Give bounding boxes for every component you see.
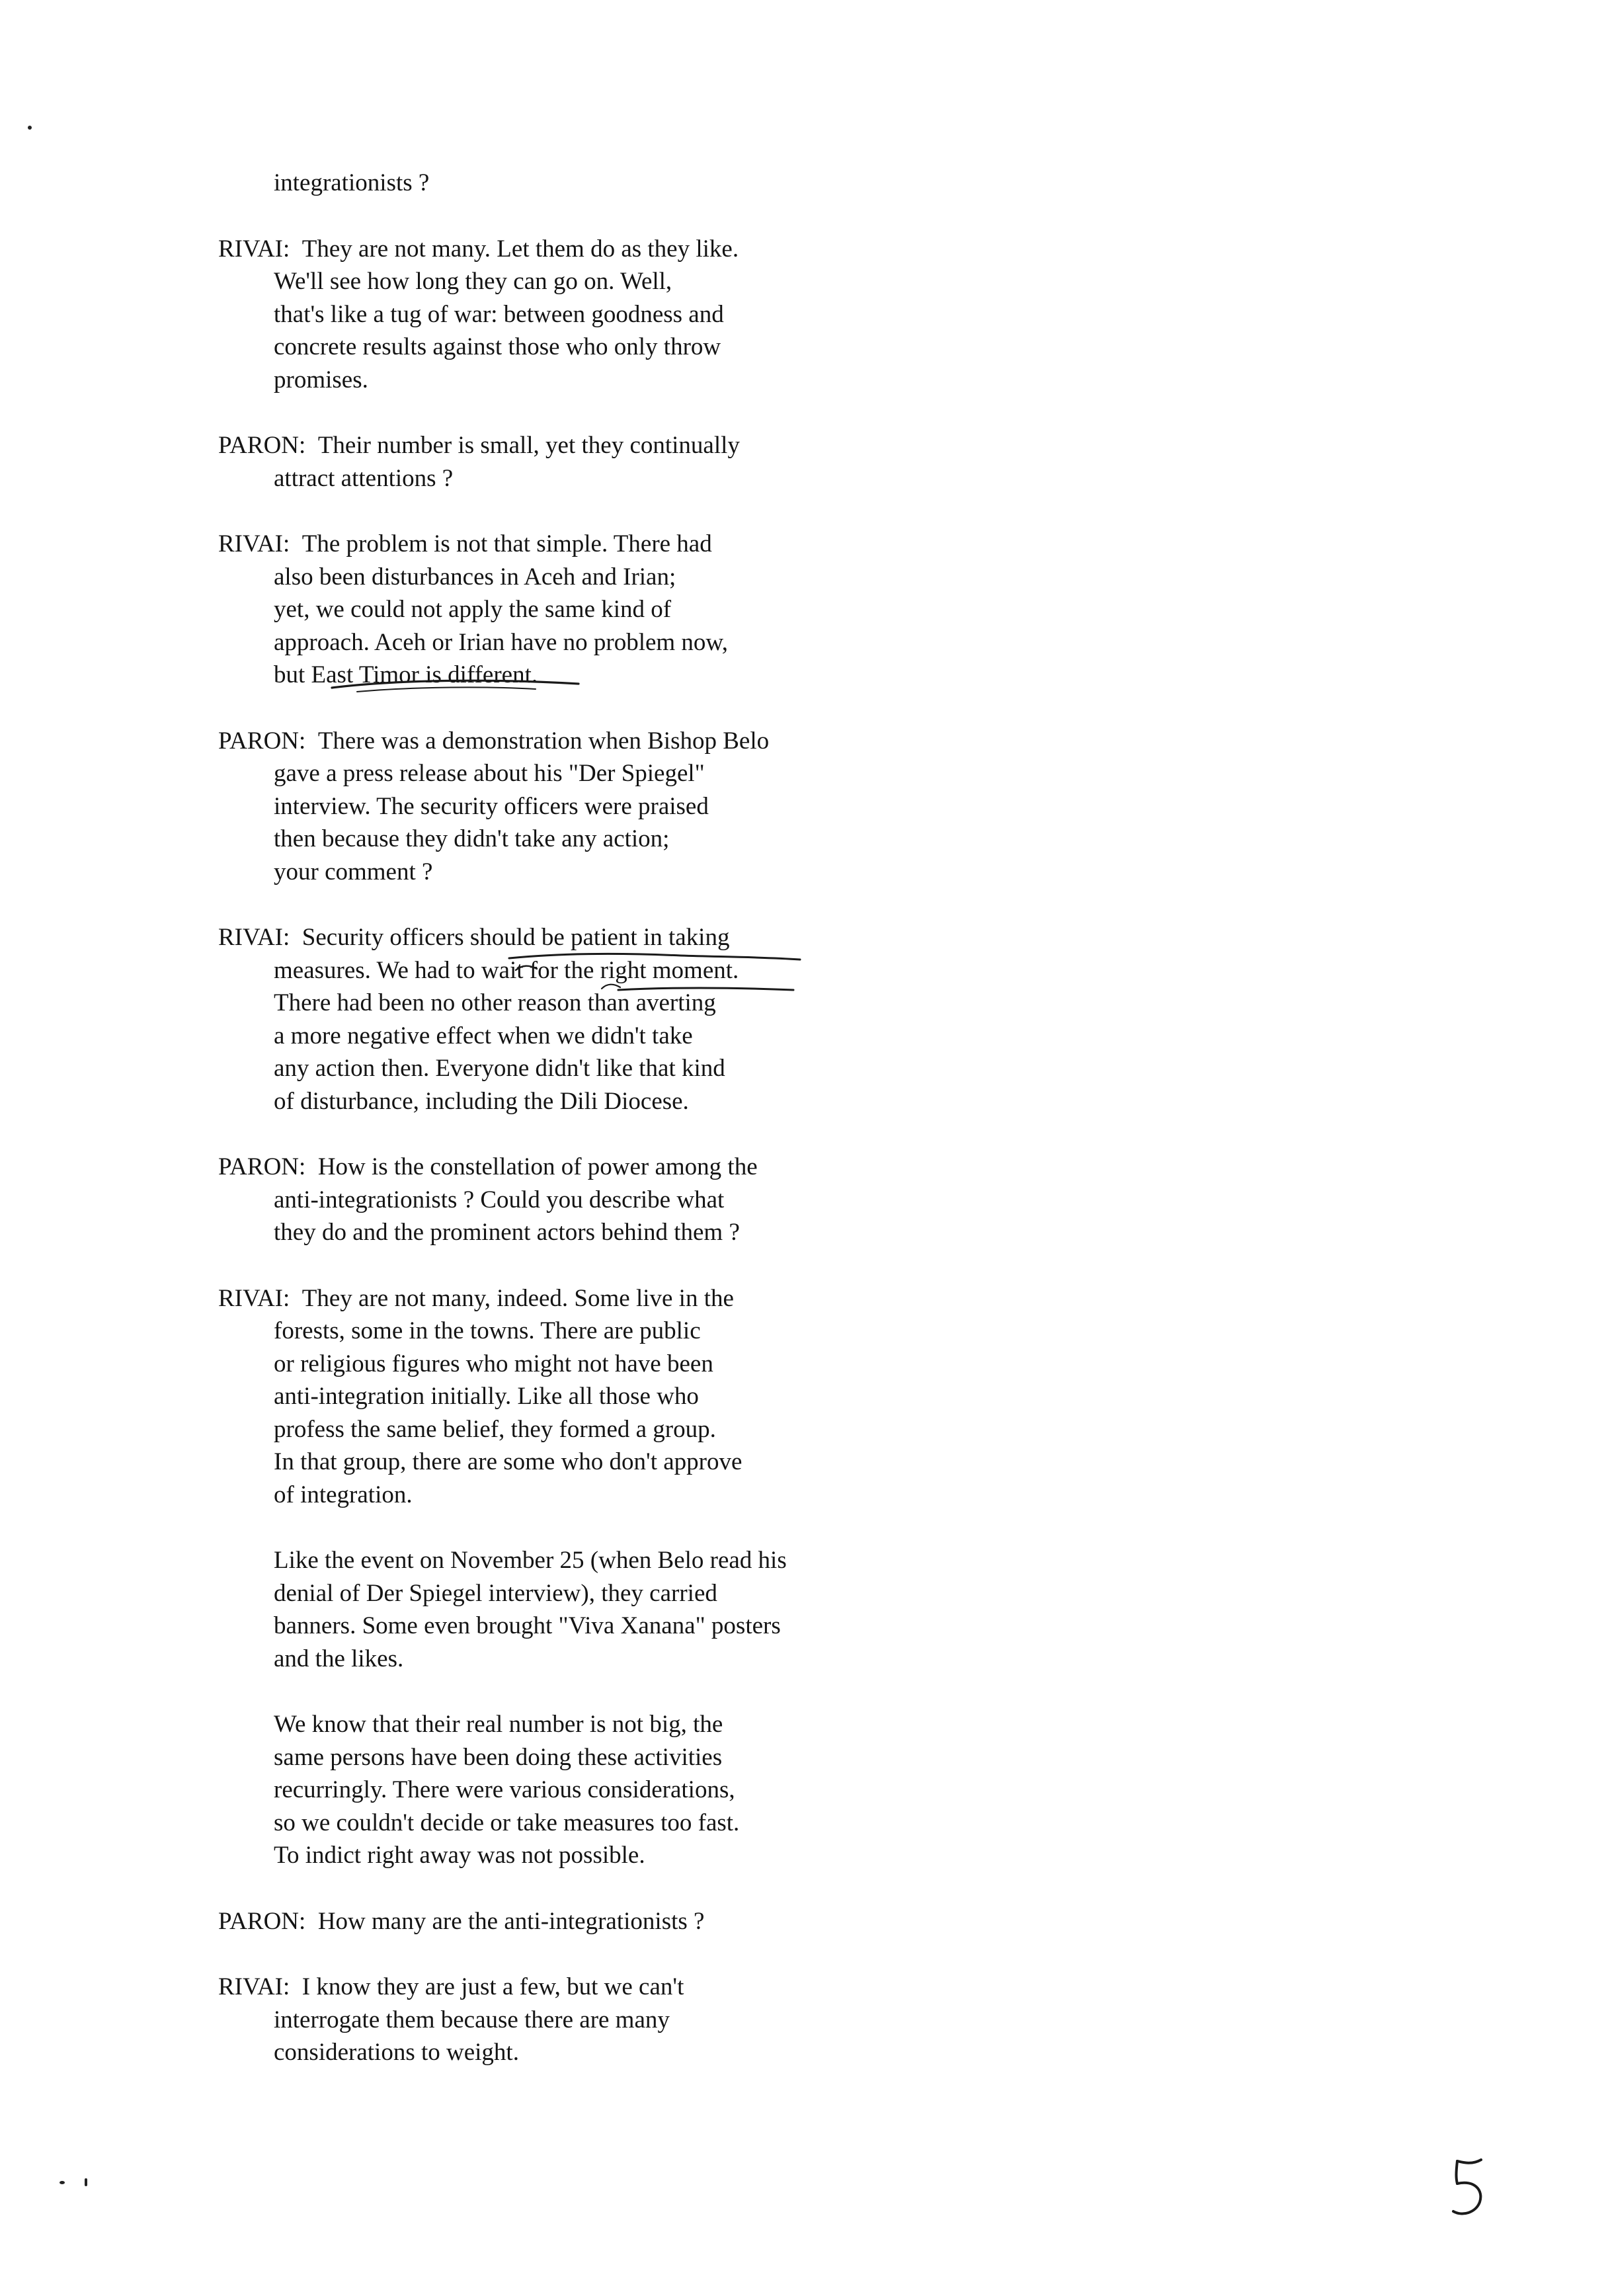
speaker-label: RIVAI:: [218, 235, 290, 263]
transcript-paragraph: [218, 528, 1210, 692]
text-line: We know that their real number is not big, the: [274, 1711, 723, 1738]
text-line: interrogate them because there are many: [274, 2006, 670, 2033]
text-line: anti-integrationists ? Could you describe what: [274, 1186, 725, 1213]
text-line: I know they are just a few, but we can't: [302, 1973, 684, 2000]
text-line: There had been no other reason than averting: [274, 989, 716, 1016]
speaker-label: RIVAI:: [218, 1284, 290, 1312]
transcript-paragraph: [218, 921, 1210, 1118]
transcript-paragraph: [218, 1151, 1210, 1249]
text-line: your comment ?: [274, 858, 433, 885]
text-line: denial of Der Spiegel interview), they carried: [274, 1579, 717, 1607]
text-line: They are not many. Let them do as they like.: [302, 235, 739, 263]
handwritten-page-number: [1440, 2151, 1500, 2223]
transcript-paragraph: [218, 1971, 1210, 2069]
speaker-label: RIVAI:: [218, 1973, 290, 2000]
transcript-paragraph: [218, 233, 1210, 397]
text-line: and the likes.: [274, 1645, 404, 1672]
transcript-paragraph: [218, 725, 1210, 889]
text-line: forests, some in the towns. There are public: [274, 1317, 701, 1344]
transcript-paragraph: [218, 1282, 1210, 1512]
text-line: profess the same belief, they formed a group.: [274, 1415, 716, 1443]
text-line: Their number is small, yet they continually: [317, 432, 740, 459]
text-line: considerations to weight.: [274, 2039, 519, 2066]
text-line: a more negative effect when we didn't take: [274, 1022, 693, 1049]
text-line: measures. We had to wait for the right moment.: [274, 956, 739, 984]
text-line: attract attentions ?: [274, 464, 454, 492]
text-line: promises.: [274, 366, 368, 393]
text-line: Like the event on November 25 (when Belo read his: [274, 1547, 787, 1574]
transcript-paragraph: [218, 1905, 1210, 1938]
text-line: then because they didn't take any action;: [274, 825, 670, 852]
transcript-paragraph: [274, 167, 1210, 200]
text-line: so we couldn't decide or take measures too fast.: [274, 1809, 740, 1836]
text-line: integrationists ?: [274, 169, 430, 196]
text-line: same persons have been doing these activities: [274, 1743, 723, 1771]
text-line: they do and the prominent actors behind them ?: [274, 1219, 740, 1246]
text-line: yet, we could not apply the same kind of: [274, 596, 672, 623]
text-line: To indict right away was not possible.: [274, 1842, 645, 1869]
transcript-paragraph: [274, 1708, 1210, 1872]
text-line: Security officers should be patient in taking: [302, 924, 730, 951]
text-line: How many are the anti-integrationists ?: [317, 1907, 705, 1935]
text-line: We'll see how long they can go on. Well,: [274, 268, 672, 295]
text-line: approach. Aceh or Irian have no problem now,: [274, 628, 728, 656]
text-line: of disturbance, including the Dili Diocese.: [274, 1087, 689, 1115]
text-line: gave a press release about his "Der Spiegel": [274, 760, 705, 787]
text-line: anti-integration initially. Like all those who: [274, 1383, 699, 1410]
text-line: banners. Some even brought "Viva Xanana" posters: [274, 1612, 781, 1639]
speaker-label: PARON:: [218, 432, 306, 459]
speaker-label: PARON:: [218, 1907, 306, 1935]
text-line: also been disturbances in Aceh and Irian;: [274, 563, 676, 591]
speaker-label: PARON:: [218, 727, 306, 755]
scan-speck: [28, 126, 32, 130]
text-line: or religious figures who might not have been: [274, 1350, 713, 1377]
text-line: of integration.: [274, 1481, 413, 1508]
transcript-paragraph: [218, 429, 1210, 495]
interview-transcript: [218, 167, 1210, 2102]
text-line: How is the constellation of power among the: [317, 1153, 758, 1180]
text-line: interview. The security officers were praised: [274, 792, 709, 820]
text-line: that's like a tug of war: between goodness and: [274, 300, 724, 328]
text-line: any action then. Everyone didn't like that kind: [274, 1055, 725, 1082]
text-line: In that group, there are some who don't approve: [274, 1448, 743, 1475]
speaker-label: PARON:: [218, 1153, 306, 1180]
text-line: They are not many, indeed. Some live in the: [302, 1284, 734, 1312]
text-line: There was a demonstration when Bishop Belo: [317, 727, 770, 755]
scan-speck: [60, 2181, 65, 2184]
text-line: concrete results against those who only throw: [274, 333, 721, 360]
speaker-label: RIVAI:: [218, 924, 290, 951]
text-line: recurringly. There were various considerations,: [274, 1776, 735, 1803]
transcript-paragraph: [274, 1544, 1210, 1675]
scan-speck: [85, 2178, 87, 2186]
speaker-label: RIVAI:: [218, 530, 290, 557]
text-line: The problem is not that simple. There had: [302, 530, 712, 557]
text-line: but East Timor is different.: [274, 661, 538, 688]
